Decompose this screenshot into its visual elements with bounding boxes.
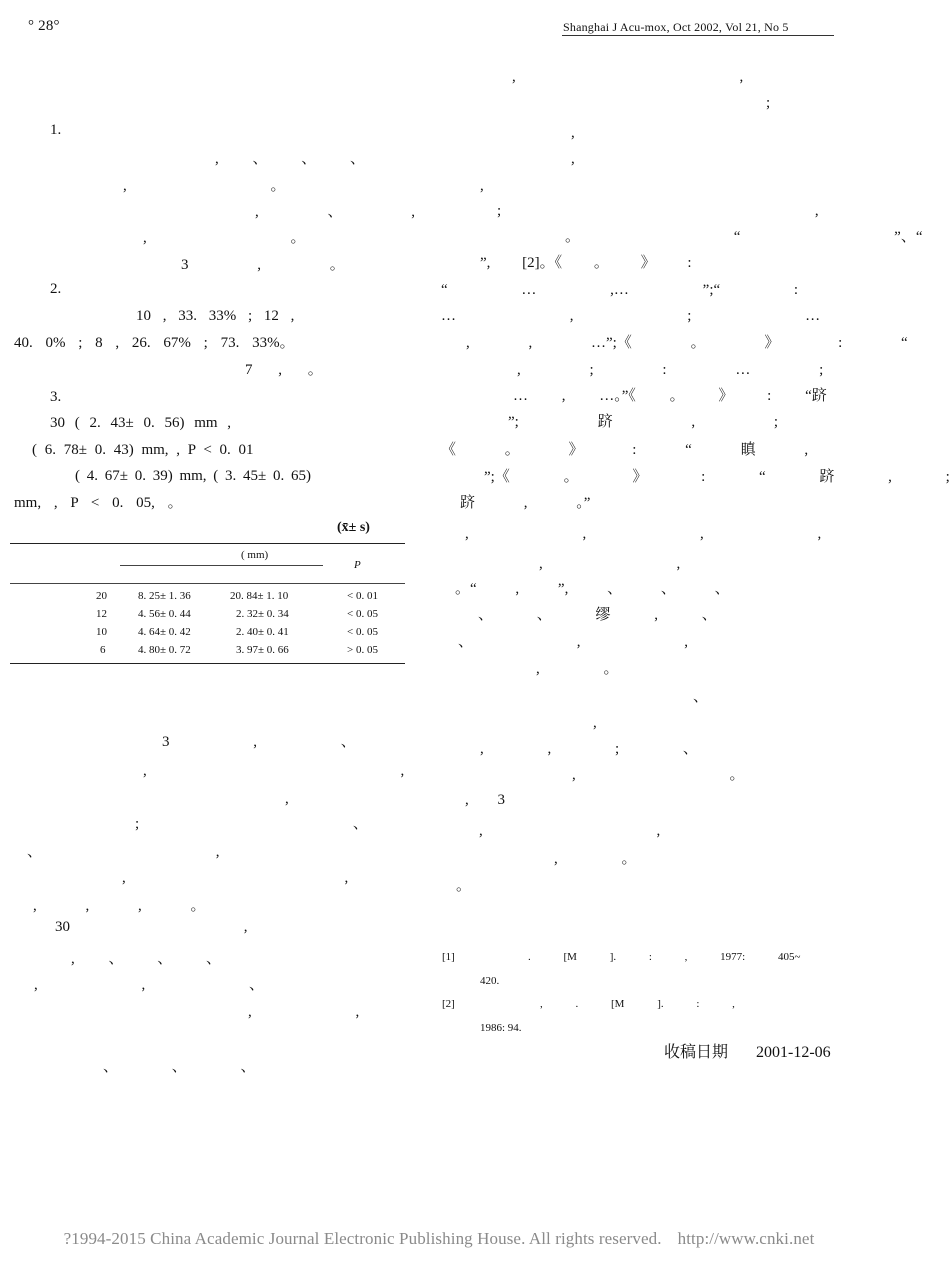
measurement-line: mm, , P < 0. 05, 。	[14, 495, 183, 511]
para-line: 。 “ ”、“	[565, 229, 923, 245]
para-line: , ,	[248, 1004, 360, 1020]
reference-label: [2]	[442, 998, 455, 1010]
table-cell: 4. 56± 0. 44	[138, 608, 191, 620]
para-line: , 。	[554, 851, 637, 867]
table-caption-stat: (x̄± s)	[337, 520, 370, 535]
footer-url: http://www.cnki.net	[677, 1229, 815, 1248]
text-fragment: , 、 、 、	[215, 151, 366, 167]
table-cell: 3. 97± 0. 66	[236, 644, 289, 656]
result-counts-line: 40. 0% ; 8 , 26. 67% ; 73. 33%。	[14, 335, 295, 351]
table-cell: 20. 84± 1. 10	[230, 590, 289, 602]
table-header-rule	[10, 583, 405, 584]
text-fragment: , 。	[143, 230, 306, 246]
reference-text: 1986: 94.	[480, 1022, 522, 1034]
received-date: 2001-12-06	[756, 1044, 831, 1061]
text-fragment: , 、 ,	[255, 204, 416, 220]
para-line: , , , ,	[465, 526, 822, 542]
para-line: , 、 、 、	[71, 951, 222, 967]
text-fragment: 3 , 。	[181, 257, 345, 273]
table-top-rule	[10, 543, 405, 544]
para-line: ;	[766, 95, 771, 111]
para-line: , 。	[536, 661, 619, 677]
table-unit-header: ( mm)	[241, 549, 269, 561]
para-line: 、 、 缪 , 、	[478, 607, 717, 623]
table-bottom-rule	[10, 663, 405, 664]
para-line: , 。	[572, 767, 745, 783]
reference-text: , . [M ]. : ,	[540, 998, 735, 1010]
journal-info: Shanghai J Acu-mox, Oct 2002, Vol 21, No 5	[563, 20, 789, 34]
para-line: ,	[593, 715, 597, 731]
para-line: 。	[456, 878, 472, 894]
para-line: 、	[693, 689, 709, 705]
table-cell: 20	[96, 590, 107, 602]
para-line: , ,	[512, 69, 744, 85]
para-line: ”, [2]。《 。 》 :	[480, 255, 692, 271]
para-line: … , ; …	[441, 308, 821, 324]
text-fragment: , 。	[123, 178, 286, 194]
para-line: 跻 , 。”	[460, 495, 591, 511]
table-cell: 12	[96, 608, 107, 620]
para-line: 、 ,	[27, 844, 220, 860]
para-line: , ,	[143, 763, 405, 779]
table-cell: 4. 80± 0. 72	[138, 644, 191, 656]
para-line: , ,	[539, 556, 681, 572]
result-counts-line: 10 , 33. 33% ; 12 ,	[136, 308, 295, 324]
para-line: 、 、 、	[103, 1059, 256, 1075]
para-line: 。“ , ”, 、 、 、	[455, 581, 730, 597]
reference-text: 420.	[480, 975, 500, 987]
para-line: ”;《 。 》 : “ 跻 , ;	[484, 469, 950, 485]
para-line: “ … ,… ”;“ :	[441, 282, 799, 298]
measurement-line: ( 4. 67± 0. 39) mm, ( 3. 45± 0. 65)	[75, 468, 312, 484]
para-line: , 3	[465, 792, 505, 808]
table-cell: 2. 32± 0. 34	[236, 608, 289, 620]
para-line: ,	[480, 178, 484, 194]
table-group-rule	[120, 565, 323, 566]
para-line: , ,	[479, 823, 661, 839]
table-cell: < 0. 05	[347, 608, 378, 620]
para-line: 、 , ,	[458, 634, 689, 650]
measurement-line: ( 6. 78± 0. 43) mm, , P < 0. 01	[32, 442, 254, 458]
para-line: ,	[571, 151, 575, 167]
reference-text: . [M ]. : , 1977: 405~	[528, 951, 801, 963]
result-counts-line: 7 , 。	[245, 362, 323, 378]
para-line: , ; : … ;	[517, 362, 824, 378]
para-line: ; 、	[135, 816, 368, 832]
para-line: , , , 。	[33, 898, 206, 914]
para-line: , , 、	[34, 977, 265, 993]
para-line: ,	[571, 125, 575, 141]
para-line: , , …”;《 。 》 : “	[466, 335, 908, 351]
para-line: ; ,	[497, 203, 819, 219]
table-cell: 6	[100, 644, 106, 656]
table-cell: 8. 25± 1. 36	[138, 590, 191, 602]
para-line: , ,	[122, 870, 349, 886]
table-cell: 2. 40± 0. 41	[236, 626, 289, 638]
table-p-header: P	[354, 559, 361, 571]
header-rule	[562, 35, 834, 36]
table-cell: > 0. 05	[347, 644, 378, 656]
copyright-text: ?1994-2015 China Academic Journal Electronic Publishing House. All rights reserved.	[63, 1229, 662, 1248]
reference-label: [1]	[442, 951, 455, 963]
table-cell: < 0. 05	[347, 626, 378, 638]
section-1-heading: 1.	[50, 122, 62, 138]
table-cell: 4. 64± 0. 42	[138, 626, 191, 638]
section-2-heading: 2.	[50, 281, 62, 297]
para-line: ,	[285, 791, 289, 807]
table-cell: 10	[96, 626, 107, 638]
copyright-footer	[0, 1229, 878, 1249]
section-3-heading: 3.	[50, 389, 62, 405]
page-number: ° 28°	[28, 18, 60, 34]
received-label: 收稿日期	[664, 1044, 729, 1061]
para-line: 《 。 》 : “ 瞋 ,	[441, 442, 809, 458]
para-line: 30 ,	[55, 919, 248, 935]
para-line: ”; 跻 , ;	[508, 414, 778, 430]
table-cell: < 0. 01	[347, 590, 378, 602]
para-line: , , ; 、	[480, 741, 698, 757]
para-line: … , …。”《 。 》 : “跻	[513, 388, 827, 404]
para-line: 3 , 、	[162, 734, 356, 750]
measurement-line: 30 ( 2. 43± 0. 56) mm ,	[50, 415, 232, 431]
